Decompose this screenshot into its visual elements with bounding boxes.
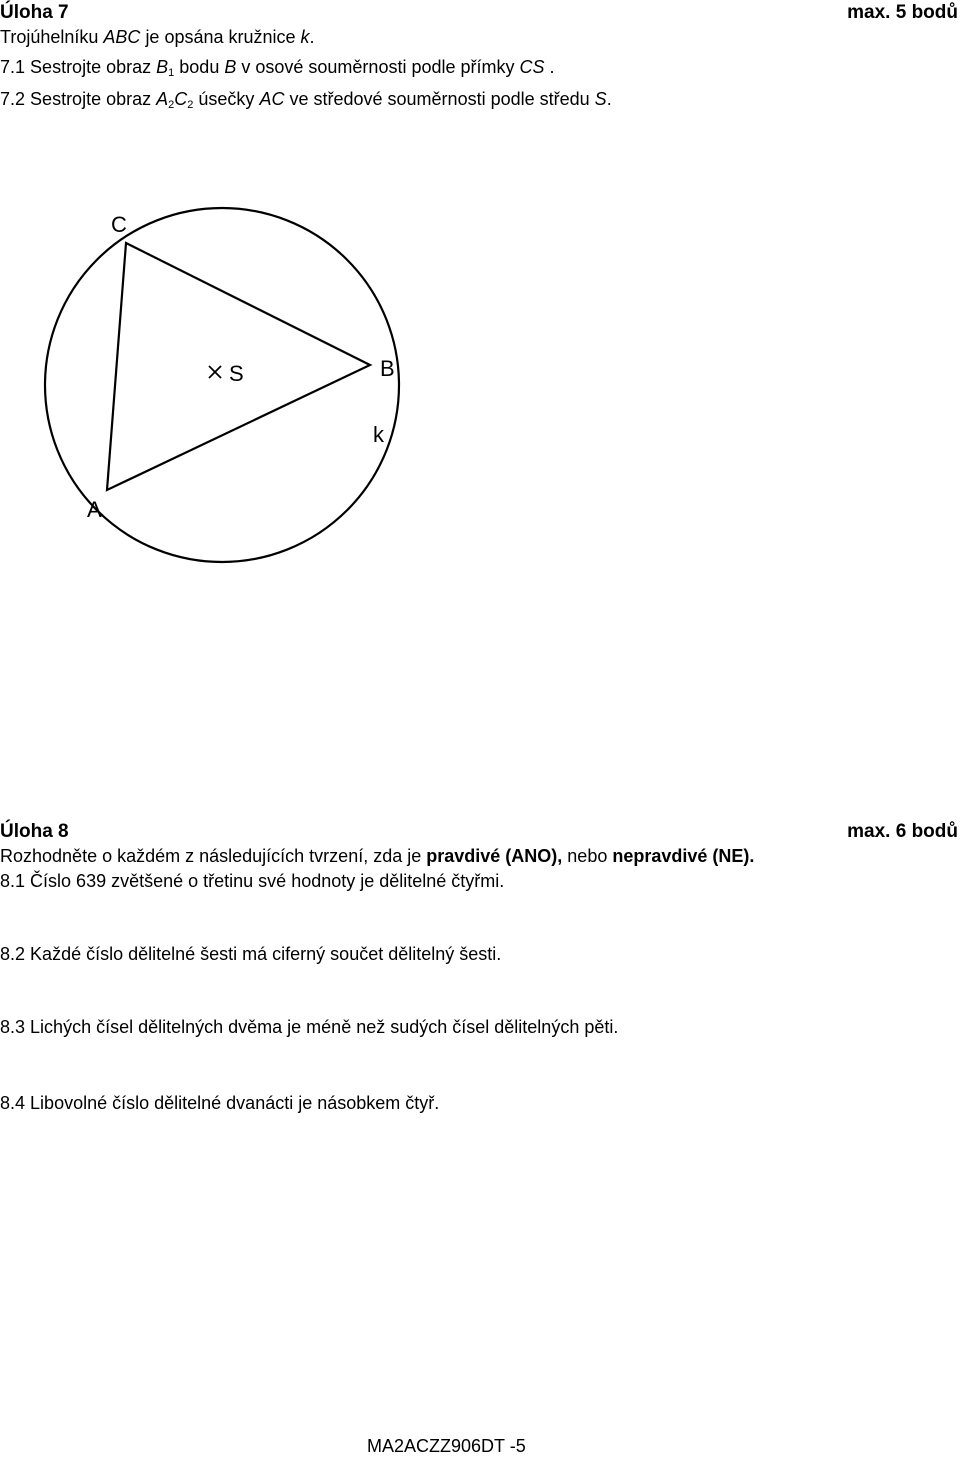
label-k: k	[373, 422, 384, 447]
task8-item-3	[0, 1017, 618, 1038]
task7-title: Úloha 7	[0, 2, 69, 23]
task8-intro	[0, 846, 754, 867]
task7-q1-sub-b1: 1	[168, 67, 175, 79]
task7-q2-var-ac: AC	[259, 89, 285, 109]
task7-q1-num: 7.1	[0, 57, 26, 77]
task7-q2-text-c: ve středové souměrnosti podle středu	[289, 89, 590, 109]
task7-intro	[0, 27, 315, 48]
task7-q1-text-c: v osové souměrnosti podle přímky	[241, 57, 515, 77]
task7-q2-var-s: S	[594, 89, 607, 109]
task7-q2-sub-c: 2	[187, 99, 194, 111]
triangle-abc	[107, 243, 370, 490]
task8-item-2	[0, 944, 501, 965]
task8-item-1	[0, 871, 504, 892]
center-s-cross-icon	[209, 366, 221, 378]
task8-item-4-text: Libovolné číslo dělitelné dvanácti je násobkem čtyř.	[30, 1093, 440, 1113]
task7-intro-text: Trojúhelníku	[0, 27, 99, 47]
task8-item-4-num: 8.4	[0, 1093, 26, 1113]
task7-q1-var-b: B	[224, 57, 237, 77]
task8-intro-false: nepravdivé (NE).	[612, 846, 755, 866]
task8-item-3-num: 8.3	[0, 1017, 26, 1037]
task7-q2-num: 7.2	[0, 89, 26, 109]
label-s: S	[229, 361, 244, 386]
task8-item-3-text: Lichých čísel dělitelných dvěma je méně než sudých čísel dělitelných pěti.	[30, 1017, 619, 1037]
task7-q2-end: .	[606, 89, 612, 109]
task7-q1-var-cs: CS	[519, 57, 545, 77]
task8-intro-a: Rozhodněte o každém z následujících tvrzení, zda je	[0, 846, 422, 866]
task7-points: max. 5 bodů	[847, 2, 958, 23]
task7-q1-var-b1: B	[156, 57, 169, 77]
task8-intro-or: nebo	[567, 846, 608, 866]
footer-code: MA2ACZZ906DT -5	[367, 1436, 526, 1456]
task7-q1-end: .	[549, 57, 555, 77]
task7-q1-text-a: Sestrojte obraz	[30, 57, 152, 77]
task7-q2-text-b: úsečky	[198, 89, 255, 109]
label-b: B	[380, 356, 395, 381]
task8-intro-true: pravdivé (ANO),	[426, 846, 563, 866]
task8-item-2-num: 8.2	[0, 944, 26, 964]
task7-q2-var-c: C	[174, 89, 188, 109]
task7-intro-mid: je opsána kružnice	[145, 27, 296, 47]
task7-intro-end: .	[309, 27, 315, 47]
task8-title: Úloha 8	[0, 821, 69, 842]
task8-item-1-num: 8.1	[0, 871, 26, 891]
label-c: C	[111, 212, 127, 237]
task7-intro-circle: k	[300, 27, 310, 47]
task7-q2-sub-a: 2	[168, 99, 175, 111]
task8-points: max. 6 bodů	[847, 821, 958, 842]
circumcircle-k	[45, 208, 399, 562]
task8-item-2-text: Každé číslo dělitelné šesti má ciferný součet dělitelný šesti.	[30, 944, 502, 964]
task7-q1-text-b: bodu	[179, 57, 220, 77]
task7-q2-var-a: A	[156, 89, 169, 109]
label-a: A	[87, 497, 102, 522]
task8-item-4	[0, 1093, 439, 1114]
task8-item-1-text: Číslo 639 zvětšené o třetinu své hodnoty je dělitelné čtyřmi.	[30, 871, 505, 891]
task7-q1	[0, 57, 555, 79]
task7-q2-text-a: Sestrojte obraz	[30, 89, 152, 109]
task7-intro-triangle: ABC	[103, 27, 141, 47]
task7-q2	[0, 89, 612, 111]
